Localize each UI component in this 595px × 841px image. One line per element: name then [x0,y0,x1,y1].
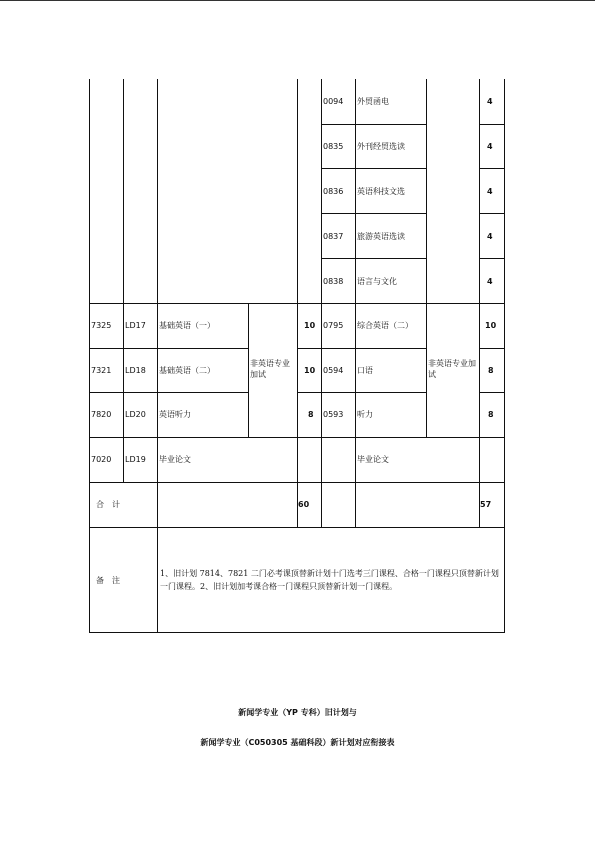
row-line [479,392,505,393]
total-label: 合 计 [96,500,120,509]
row-line [89,348,249,349]
old-course-code: 7020 [91,455,112,464]
new-credit: 8 [488,410,494,419]
course-id: LD18 [125,366,146,375]
col-line [123,79,124,483]
table-border-bottom [89,632,505,633]
old-course-code: 7325 [91,321,112,330]
new-credit: 4 [487,187,493,196]
row-line [479,213,505,214]
new-course-code: 0094 [323,97,344,106]
remarks-text: 1、旧计划 7814、7821 二门必考课顶替新计划十门选考三门课程、合格一门课程只顶替新计划一门课程。2、旧计划加考课合格一门课程只顶替新计划一门课程。 [160,569,499,591]
old-course-code: 7321 [91,366,112,375]
old-exam-note: 非英语专业加试 [250,359,290,379]
caption-line-1: 新闻学专业（YP 专科）旧计划与 [238,708,357,717]
row-line [321,168,427,169]
old-total: 60 [298,500,310,509]
row-line [89,482,505,483]
new-course-name: 毕业论文 [357,455,389,464]
new-course-name: 语言与文化 [357,277,397,286]
new-course-code: 0593 [323,410,344,419]
old-course-name: 基础英语（一） [159,321,215,330]
new-credit: 8 [488,366,494,375]
new-course-name: 听力 [357,410,373,419]
new-credit: 4 [487,142,493,151]
row-line [321,258,427,259]
row-line [479,258,505,259]
row-line [479,124,505,125]
old-course-name: 基础英语（二） [159,366,215,375]
course-id: LD20 [125,410,146,419]
new-course-name: 口语 [357,366,373,375]
row-line [297,392,427,393]
table-border-right [504,79,505,632]
new-course-name: 英语科技文选 [357,187,405,196]
row-line [297,348,427,349]
old-course-name: 英语听力 [159,410,191,419]
col-line [248,303,249,437]
old-credit: 10 [304,366,316,375]
new-course-code: 0838 [323,277,344,286]
course-id: LD17 [125,321,146,330]
row-line [479,348,505,349]
new-course-code: 0795 [323,321,344,330]
new-course-code: 0836 [323,187,344,196]
row-line [89,392,249,393]
new-course-code: 0837 [323,232,344,241]
new-course-name: 旅游英语选读 [357,232,405,241]
col-line [157,79,158,632]
row-line [89,303,505,304]
new-total: 57 [480,500,492,509]
row-line [479,168,505,169]
new-course-name: 综合英语（二） [357,321,413,330]
old-course-code: 7820 [91,410,112,419]
caption-line-2: 新闻学专业（C050305 基础科段）新计划对应衔接表 [200,738,395,747]
old-credit: 10 [304,321,316,330]
new-credit: 10 [485,321,497,330]
row-line [89,437,505,438]
new-exam-note: 非英语专业加试 [428,359,476,379]
remarks-label: 备 注 [96,576,120,585]
row-line [321,213,427,214]
new-credit: 4 [487,232,493,241]
new-course-code: 0835 [323,142,344,151]
row-line [321,124,427,125]
row-line [89,527,505,528]
new-course-name: 外刊经贸选读 [357,142,405,151]
new-course-code: 0594 [323,366,344,375]
new-course-name: 外贸函电 [357,97,389,106]
new-credit: 4 [487,97,493,106]
course-id: LD19 [125,455,146,464]
old-credit: 8 [308,410,314,419]
new-credit: 4 [487,277,493,286]
old-course-name: 毕业论文 [159,455,191,464]
table-border-left [89,79,90,632]
